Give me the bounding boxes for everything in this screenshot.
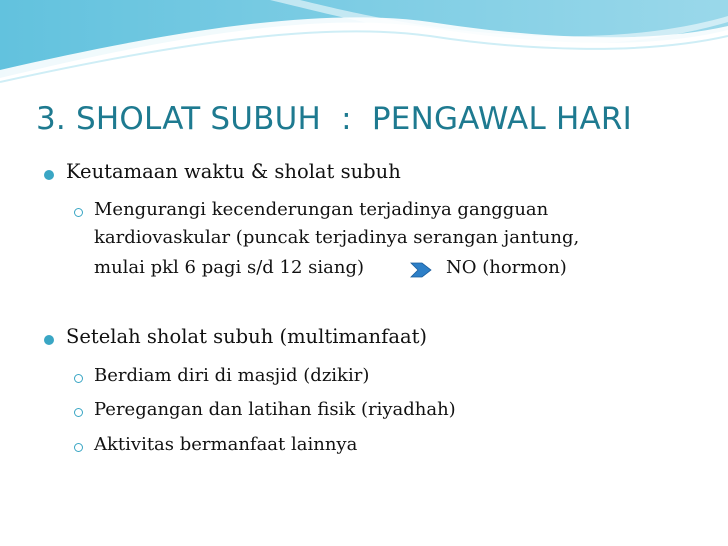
sub-item-riyadhah: Peregangan dan latihan fisik (riyadhah) (94, 399, 456, 420)
sub-item-aktivitas: Aktivitas bermanfaat lainnya (94, 434, 358, 455)
bullet-dot (44, 335, 54, 345)
sub-item-dzikir: Berdiam diri di masjid (dzikir) (94, 365, 370, 386)
slide-title: 3. SHOLAT SUBUH : PENGAWAL HARI (36, 101, 632, 137)
sub-item-line-3: mulai pkl 6 pagi s/d 12 siang) (94, 257, 364, 278)
section-heading-setelah: Setelah sholat subuh (multimanfaat) (66, 325, 428, 348)
sub-item-line-1: Mengurangi kecenderungan terjadinya gangguan (94, 199, 549, 220)
result-text-no-hormon: NO (hormon) (446, 257, 567, 278)
sub-bullet-circle (74, 408, 83, 417)
right-arrow-icon (409, 261, 433, 279)
section-heading-keutamaan: Keutamaan waktu & sholat subuh (66, 160, 401, 183)
bullet-dot (44, 170, 54, 180)
sub-bullet-circle (74, 374, 83, 383)
sub-bullet-circle (74, 443, 83, 452)
sub-item-line-2: kardiovaskular (puncak terjadinya serangan jantung, (94, 227, 580, 248)
sub-bullet-circle (74, 208, 83, 217)
